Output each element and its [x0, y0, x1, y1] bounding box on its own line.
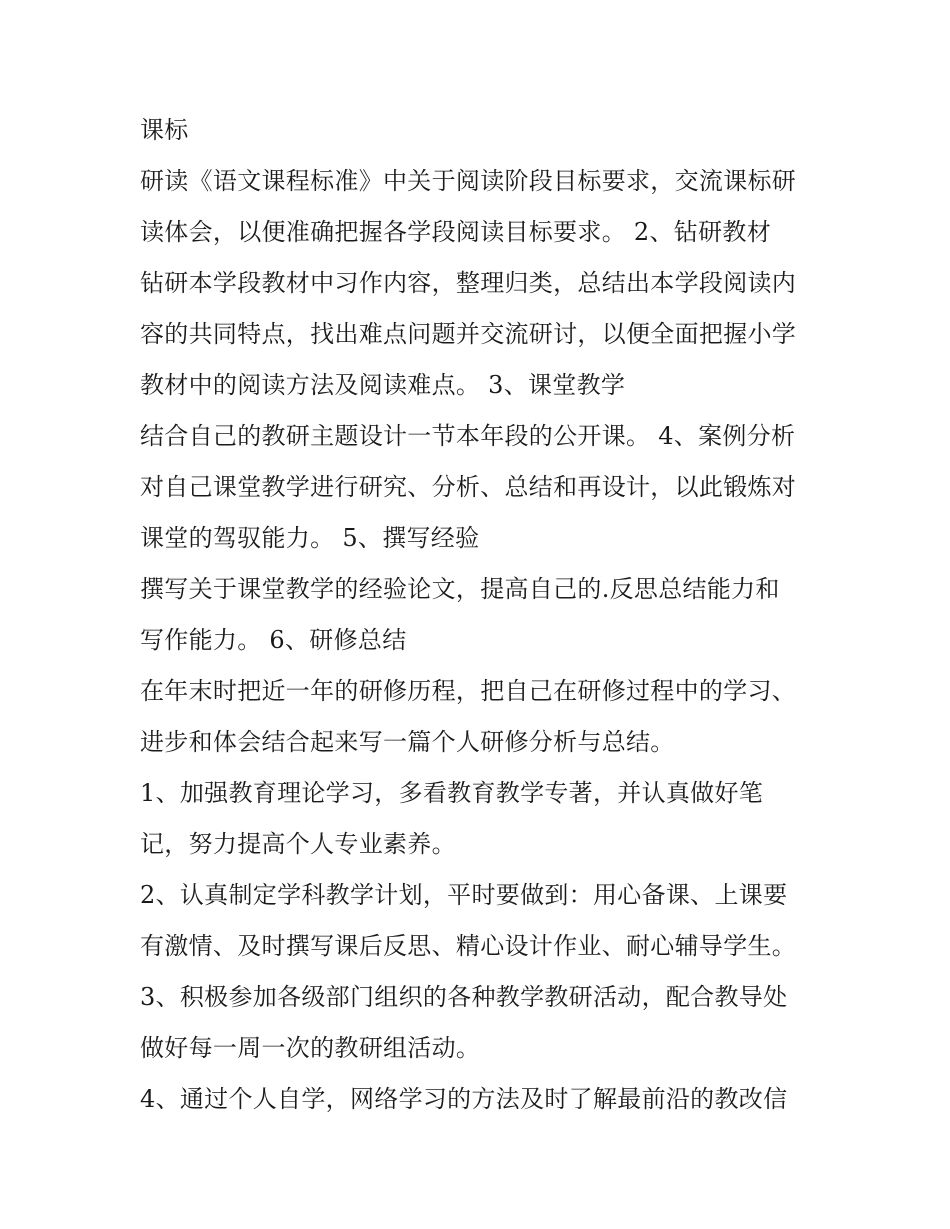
- text-line: 写作能力。 6、研修总结: [140, 626, 407, 654]
- list-item-3: 3、积极参加各级部门组织的各种教学教研活动，配合教导处: [140, 983, 788, 1011]
- text-line: 有激情、及时撰写课后反思、精心设计作业、耐心辅导学生。: [140, 932, 797, 960]
- list-item-4: 4、通过个人自学，网络学习的方法及时了解最前沿的教改信: [140, 1085, 788, 1113]
- text-line: 做好每一周一次的教研组活动。: [140, 1034, 481, 1062]
- text-line: 钻研本学段教材中习作内容，整理归类，总结出本学段阅读内: [140, 269, 797, 297]
- text-line: 记，努力提高个人专业素养。: [140, 830, 456, 858]
- list-item-2: 2、认真制定学科教学计划，平时要做到：用心备课、上课要: [140, 881, 788, 909]
- text-line-kebiao-heading: 课标: [140, 116, 189, 144]
- text-line: 进步和体会结合起来写一篇个人研修分析与总结。: [140, 728, 675, 756]
- text-line: 读体会，以便准确把握各学段阅读目标要求。 2、钻研教材: [140, 218, 771, 246]
- text-line: 撰写关于课堂教学的经验论文，提高自己的.反思总结能力和: [140, 575, 780, 603]
- text-line: 结合自己的教研主题设计一节本年段的公开课。 4、案例分析: [140, 422, 796, 450]
- text-line: 研读《语文课程标准》中关于阅读阶段目标要求，交流课标研: [140, 167, 797, 195]
- text-line: 容的共同特点，找出难点问题并交流研讨，以便全面把握小学: [140, 320, 797, 348]
- text-line: 对自己课堂教学进行研究、分析、总结和再设计，以此锻炼对: [140, 473, 797, 501]
- text-line: 在年末时把近一年的研修历程，把自己在研修过程中的学习、: [140, 677, 797, 705]
- list-item-1: 1、加强教育理论学习，多看教育教学专著，并认真做好笔: [140, 779, 764, 807]
- text-line: 课堂的驾驭能力。 5、撰写经验: [140, 524, 480, 552]
- text-line: 教材中的阅读方法及阅读难点。 3、课堂教学: [140, 371, 626, 399]
